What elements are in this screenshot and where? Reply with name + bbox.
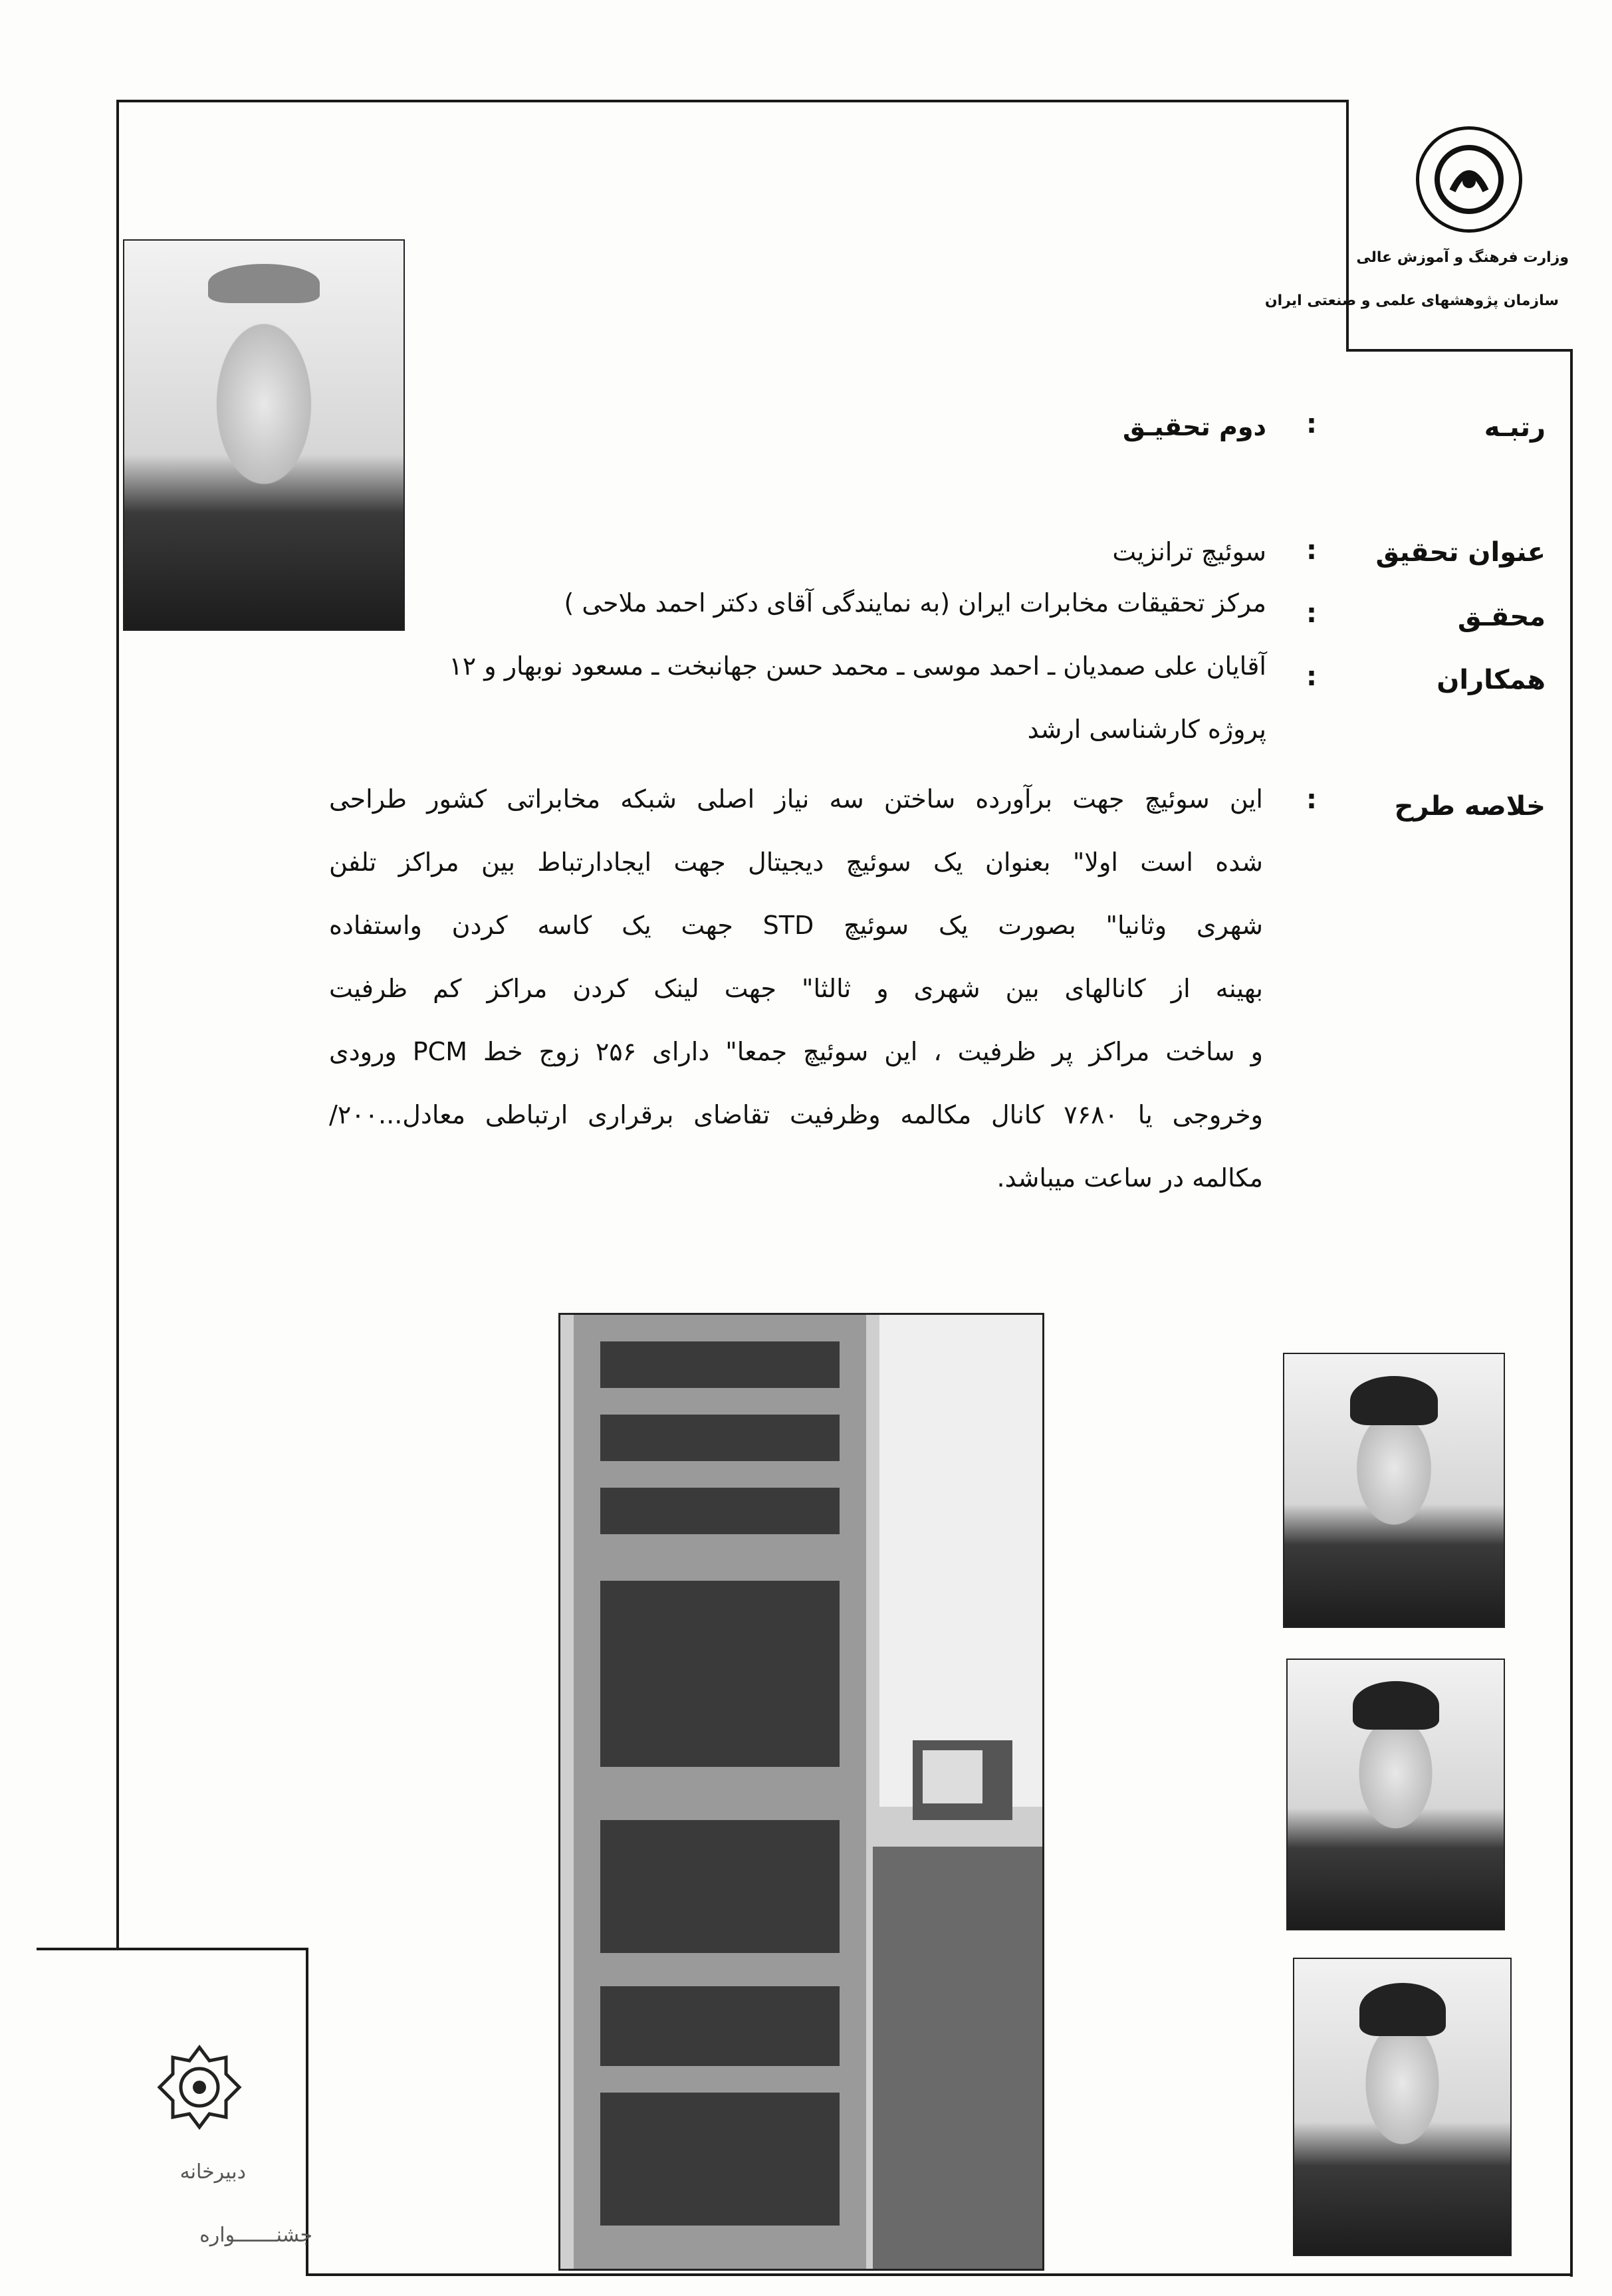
title-colon: : (1306, 535, 1317, 566)
summary-line: شهری وثانیا" بصورت یک سوئیچ STD جهت یک کاسه کردن واستفاده (329, 911, 1263, 940)
page-frame-left (116, 100, 119, 1948)
summary-line: شده است اولا" بعنوان یک سوئیچ دیجیتال جهت ایجادارتباط بین مراکز تلفن (329, 848, 1263, 877)
page-frame-right (1570, 349, 1573, 2277)
festival-label: جشنـــــــواره (199, 2224, 312, 2247)
summary-line: بهینه از کانالهای بین شهری و ثالثا" جهت لینک کردن مراکز کم ظرفیت (329, 974, 1263, 1003)
rank-colon: : (1306, 409, 1317, 439)
summary-line: این سوئیچ جهت برآورده ساختن سه نیاز اصلی شبکه مخابراتی کشور طراحی (329, 784, 1263, 814)
title-value: سوئیچ ترانزیت (1112, 537, 1266, 566)
rank-value: دوم تحقیـق (1123, 412, 1266, 441)
page-frame-header-step (1346, 349, 1572, 352)
collaborators-label: همکاران (1437, 665, 1546, 695)
collaborator-portrait-1 (1283, 1353, 1505, 1628)
secretariat-label: دبیرخانه (179, 2160, 246, 2184)
rank-label: رتبـه (1484, 412, 1546, 443)
summary-line: وخروجی یا ۷۶۸۰ کانال مکالمه وظرفیت تقاضای برقراری ارتباطی معادل...۲۰۰/ (329, 1100, 1263, 1129)
collaborator-portrait-2 (1286, 1659, 1505, 1930)
researcher-value: مرکز تحقیقات مخابرات ایران (به نمایندگی آقای دکتر احمد ملاحی ) (564, 588, 1266, 618)
switch-equipment-photo (558, 1313, 1044, 2271)
page-frame-top-left (116, 100, 1346, 102)
ministry-line-2: سازمان پژوهشهای علمی و صنعتی ایران (1264, 292, 1559, 309)
summary-label: خلاصه طرح (1394, 791, 1546, 822)
festival-seal-icon (156, 2044, 243, 2130)
researcher-label: محقـق (1457, 602, 1546, 632)
researcher-portrait (123, 239, 405, 631)
emblem-icon (1416, 126, 1522, 233)
title-label: عنوان تحقیق (1375, 537, 1546, 568)
page-frame-header-right (1346, 100, 1349, 349)
summary-colon: : (1306, 784, 1317, 815)
collaborators-value-2: پروژه کارشناسی ارشد (1027, 715, 1266, 744)
summary-line: و ساخت مراکز پر ظرفیت ، این سوئیچ جمعا" دارای ۲۵۶ زوج خط PCM ورودی (329, 1037, 1263, 1066)
ministry-line-1: وزارت فرهنگ و آموزش عالی (1356, 249, 1569, 266)
page-frame-bottom (306, 2273, 1572, 2276)
summary-line-last: مکالمه در ساعت میباشد. (996, 1163, 1263, 1193)
collaborators-colon: : (1306, 661, 1317, 692)
researcher-colon: : (1306, 598, 1317, 629)
collaborator-portrait-3 (1293, 1958, 1512, 2256)
collaborators-value: آقایان علی صمدیان ـ احمد موسی ـ محمد حسن جهانبخت ـ مسعود نوبهار و ۱۲ (449, 651, 1266, 681)
